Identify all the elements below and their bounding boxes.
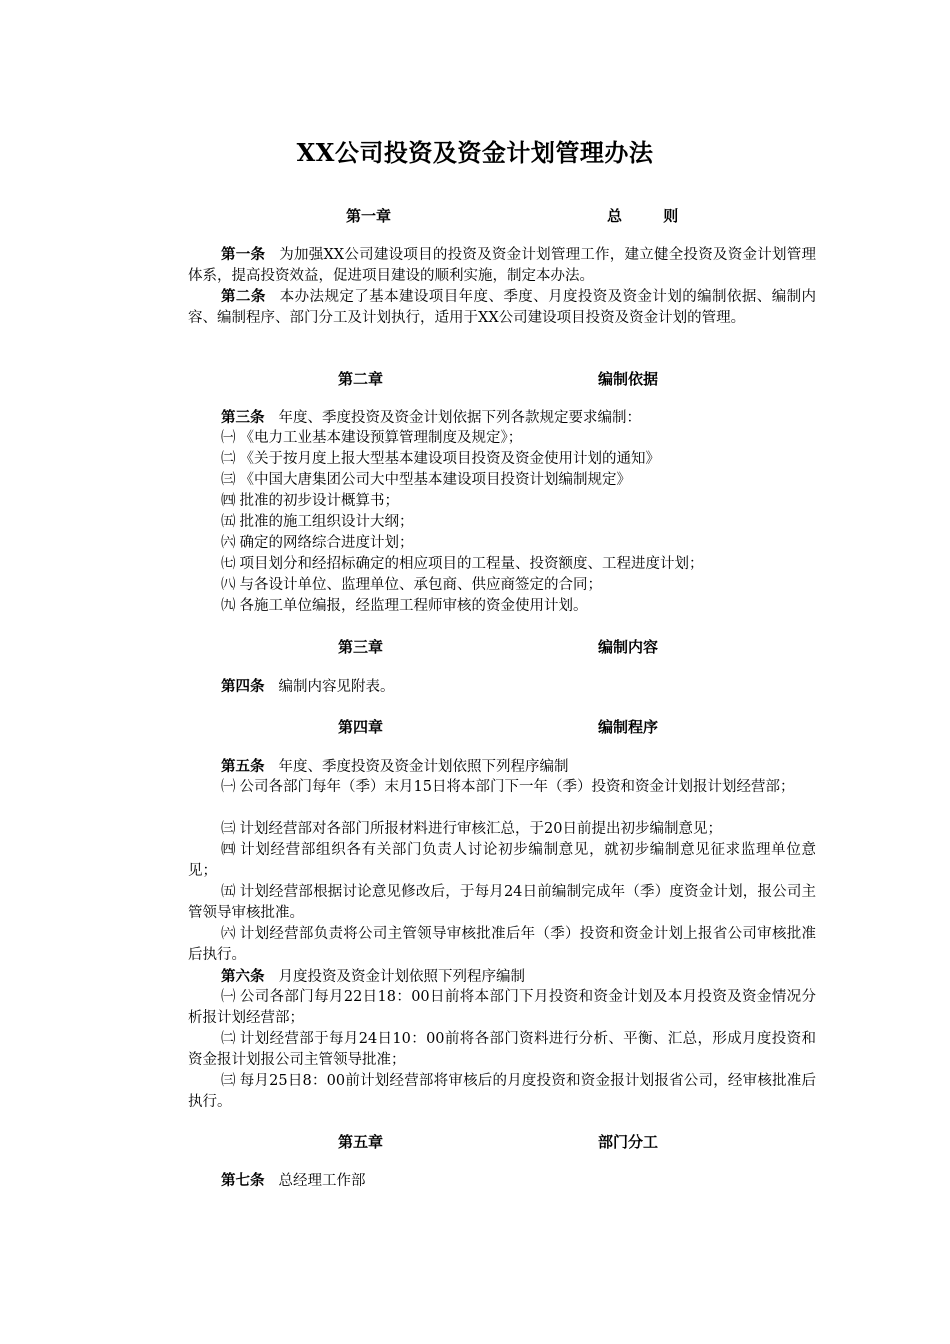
article-text: 年度、季度投资及资金计划依照下列程序编制 [278,759,569,775]
article-paragraph [188,756,816,778]
list-marker: ㈣ [221,842,237,858]
list-item [188,1029,816,1071]
chapter-heading [0,205,950,227]
article-text: 编制内容见附表。 [278,679,395,695]
chapter-heading [0,716,950,738]
list-item-text: 《关于按月度上报大型基本建设项目投资及资金使用计划的通知》 [239,451,660,467]
list-item-text: 《电力工业基本建设预算管理制度及规定》； [239,430,523,446]
chapter-number: 第五章 [338,1133,384,1151]
list-item-text: 与各设计单位、监理单位、承包商、供应商签定的合同； [239,577,602,593]
list-marker: ㈠ [221,989,236,1005]
list-marker: ㈦ [221,556,236,572]
list-marker: ㈨ [221,598,236,614]
list-item [188,987,816,1029]
chapter-name: 编制依据 [598,370,659,388]
chapter-name: 部门分工 [598,1133,659,1151]
list-item-text: 批准的施工组织设计大纲； [239,514,414,530]
list-item [221,554,816,575]
list-item-text: 批准的初步设计概算书； [239,493,399,509]
article-text: 总经理工作部 [278,1173,366,1189]
list-item-text: 每月25日8：00前计划经营部将审核后的月度投资和资金报计划报省公司，经审核批准后执行。 [188,1073,817,1110]
list-marker: ㈡ [221,451,236,467]
list-item [221,512,816,533]
chapter-name: 编制程序 [598,718,659,736]
list-item [221,449,816,470]
list-marker: ㈣ [221,493,236,509]
list-item [221,491,816,512]
chapter-heading [0,636,950,658]
list-marker: ㈤ [221,514,236,530]
list-item [221,428,816,449]
list-item [188,819,816,840]
chapter-name: 编制内容 [598,638,659,656]
article-text: 为加强XX公司建设项目的投资及资金计划管理工作，建立健全投资及资金计划管理体系，提高投资效益，促进项目建设的顺利实施，制定本办法。 [188,247,816,284]
list-item [188,1071,816,1113]
chapter-number: 第二章 [338,370,384,388]
list-item [188,924,816,966]
list-item-text: 确定的网络综合进度计划； [239,535,414,551]
list-item-text: 公司各部门每月22日18：00日前将本部门下月投资和资金计划及本月投资及资金情况分析报计划经营部； [188,989,816,1026]
list-item [221,533,816,554]
article-text: 年度、季度投资及资金计划依据下列各款规定要求编制： [278,410,641,426]
article-label: 第七条 [221,1172,265,1189]
article-paragraph [188,676,816,698]
article-paragraph [188,286,816,329]
list-item [188,882,816,924]
list-item-text: 计划经营部组织各有关部门负责人讨论初步编制意见，就初步编制意见征求监理单位意见； [188,842,816,879]
article-paragraph [188,966,816,988]
article-label: 第五条 [221,758,265,775]
article-label: 第一条 [221,246,266,263]
list-marker: ㈢ [221,1073,236,1089]
list-item-text: 计划经营部于每月24日10：00前将各部门资料进行分析、平衡、汇总，形成月度投资和资金报计划报公司主管领导批准； [188,1031,816,1068]
list-item [188,840,816,882]
chapter-heading [0,368,950,390]
list-marker: ㈧ [221,577,236,593]
list-item [221,596,816,617]
chapter-number: 第三章 [338,638,384,656]
list-marker: ㈤ [221,884,236,900]
list-item-text: 计划经营部对各部门所报材料进行审核汇总，于20日前提出初步编制意见； [239,821,722,837]
list-marker: ㈠ [221,430,236,446]
chapter-name: 总 则 [607,207,697,225]
article-text: 本办法规定了基本建设项目年度、季度、月度投资及资金计划的编制依据、编制内容、编制程序、部门分工及计划执行，适用于XX公司建设项目投资及资金计划的管理。 [188,289,817,326]
list-marker: ㈥ [221,926,236,942]
list-marker: ㈢ [221,821,236,837]
list-item-text: 计划经营部负责将公司主管领导审核批准后年（季）投资和资金计划上报省公司审核批准后执行。 [188,926,817,963]
list-marker: ㈥ [221,535,236,551]
article-label: 第四条 [221,678,265,695]
document-title: XX公司投资及资金计划管理办法 [296,138,654,167]
article-label: 第二条 [221,288,266,305]
article-text: 月度投资及资金计划依照下列程序编制 [278,969,525,985]
list-item [221,575,816,596]
list-item [188,777,816,798]
list-marker: ㈡ [221,1031,236,1047]
chapter-number: 第一章 [346,207,392,225]
list-item-text: 各施工单位编报，经监理工程师审核的资金使用计划。 [239,598,588,614]
article-paragraph [188,407,816,429]
chapter-number: 第四章 [338,718,384,736]
list-marker: ㈠ [221,779,236,795]
list-item-text: 《中国大唐集团公司大中型基本建设项目投资计划编制规定》 [239,472,631,488]
list-item [221,470,816,491]
list-item-text: 计划经营部根据讨论意见修改后，于每月24日前编制完成年（季）度资金计划，报公司主管领导审核批准。 [188,884,817,921]
article-paragraph [188,244,816,287]
list-item-text: 项目划分和经招标确定的相应项目的工程量、投资额度、工程进度计划； [239,556,704,572]
chapter-heading [0,1131,950,1153]
list-marker: ㈢ [221,472,236,488]
list-item-text: 公司各部门每年（季）末月15日将本部门下一年（季）投资和资金计划报计划经营部； [239,779,795,795]
article-label: 第六条 [221,968,265,985]
article-paragraph [188,1170,816,1192]
article-label: 第三条 [221,409,265,426]
